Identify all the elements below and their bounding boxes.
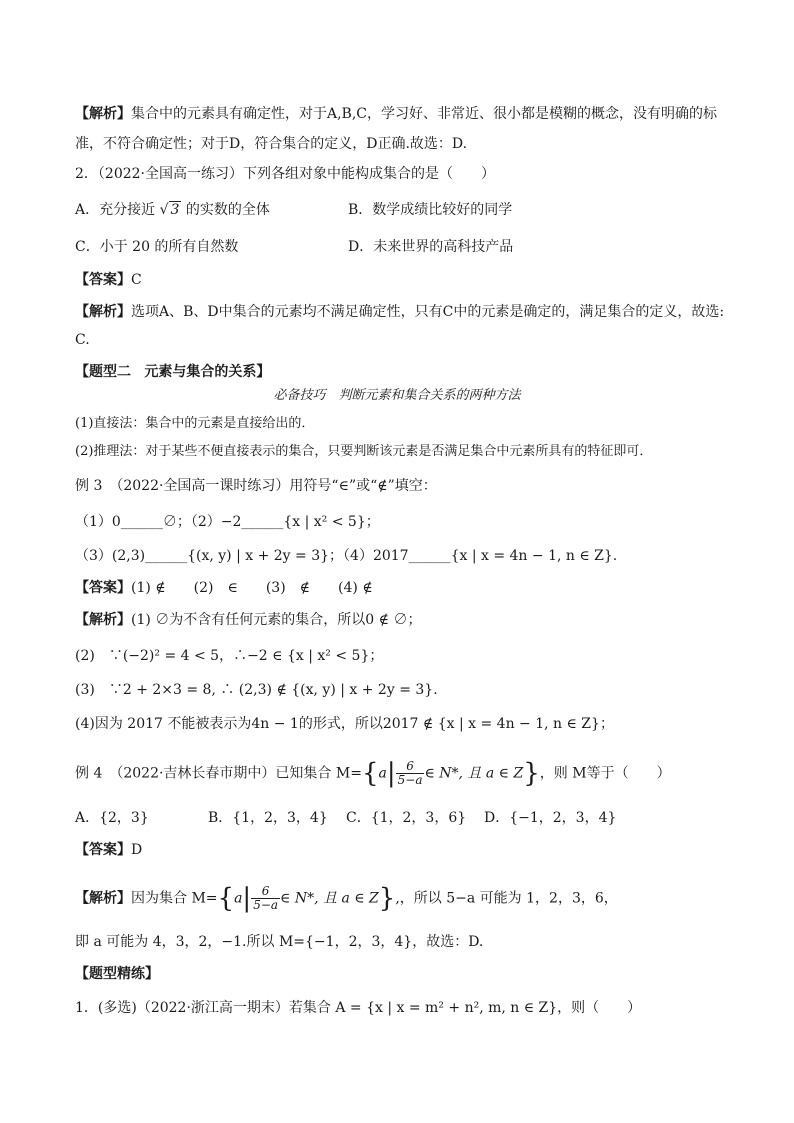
analysis-step-2: (2) ∵(−2)² = 4 < 5，∴−2 ∈ {x | x² < 5}； <box>75 648 384 664</box>
analysis-suffix: ,，所以 5−a 可能为 1，2，3，6， <box>395 890 618 907</box>
section-title-text: 元素与集合的关系】 <box>144 364 271 380</box>
analysis-line: C. <box>75 332 90 348</box>
option-a: A．{2，3} <box>75 810 149 826</box>
analysis-text: 选项A、B、D中集合的元素均不满足确定性，只有C中的元素是确定的，满足集合的定义，故选: <box>131 304 725 320</box>
analysis-tag: 【解析】 <box>75 106 131 122</box>
question-stem: 2．（2022·全国高一练习）下列各组对象中能构成集合的是（ ） <box>75 166 495 182</box>
analysis-tag: 【解析】 <box>75 612 131 628</box>
analysis-line <box>75 610 724 630</box>
set-condition: ∈ N*, 且 a ∈ Z <box>280 890 379 907</box>
skill-title: 必备技巧 判断元素和集合关系的两种方法 <box>273 388 521 403</box>
analysis-line: 即 a 可能为 4，3，2，−1.所以 M={−1，2，3，4}，故选：D. <box>75 934 484 950</box>
answer-tag: 【答案】 <box>75 272 131 288</box>
answer-value: C <box>131 272 142 288</box>
left-brace-symbol: { <box>217 883 235 914</box>
option-a-suffix: 的实数的全体 <box>185 202 270 218</box>
left-brace-symbol: { <box>361 758 379 789</box>
answer-line <box>75 840 724 860</box>
analysis-line <box>75 302 724 322</box>
option-c: C．{1，2，3，6} <box>346 810 467 826</box>
method-2: (2)推理法：对于某些不便直接表示的集合，只要判断该元素是否满足集合中元素所具有的特征即可． <box>75 444 653 459</box>
example-4-stem <box>75 760 724 787</box>
answer-line <box>75 578 724 598</box>
option-a <box>75 200 270 220</box>
answer-line <box>75 270 724 290</box>
section-title <box>75 362 724 382</box>
analysis-line <box>75 885 724 912</box>
option-c: C．小于 20 的所有自然数 <box>75 239 239 255</box>
option-d: D．未来世界的高科技产品 <box>348 239 514 255</box>
sqrt-expression: √ 3 <box>159 202 180 218</box>
answer-tag: 【答案】 <box>75 580 131 596</box>
set-condition: ∈ N*, 且 a ∈ Z <box>424 765 524 782</box>
fraction-denominator: 5−a <box>253 898 279 912</box>
set-variable: a <box>234 890 243 907</box>
fraction-numerator: 6 <box>396 760 425 774</box>
example-3-stem: 例 3 （2022·全国高一课时练习）用符号“∈”或“∉”填空： <box>75 478 437 494</box>
analysis-text: (1) ∅为不含有任何元素的集合，所以0 ∉ ∅； <box>131 612 422 628</box>
sqrt-radicand: 3 <box>170 202 180 218</box>
option-b: B．数学成绩比较好的同学 <box>348 202 513 218</box>
fraction <box>396 760 425 787</box>
option-d: D．{−1，2，3，4} <box>484 810 617 826</box>
analysis-line <box>75 134 724 154</box>
answer-tag: 【答案】 <box>75 842 131 858</box>
analysis-prefix: 因为集合 M= <box>131 890 218 907</box>
fraction-denominator: 5−a <box>397 773 423 787</box>
analysis-text: 集合中的元素具有确定性，对于A,B,C，学习好、非常近、很小都是模糊的概念，没有明确的标 <box>131 106 718 122</box>
example-3-row-2: （3）(2,3)______{(x, y) | x + 2y = 3}；（4）2017______{x | x = 4n − 1, n ∈ Z}. <box>75 548 618 564</box>
example-3-row-1: （1）0______∅；（2）−2______{x | x² < 5}； <box>75 514 380 530</box>
answer-value: (1) ∉ (2) ∈ (3) ∉ (4) ∉ <box>131 580 373 596</box>
option-a-text: A．充分接近 <box>75 202 156 218</box>
set-variable: a <box>378 765 387 782</box>
divider-bar-symbol: | <box>386 758 396 789</box>
fraction <box>251 885 280 912</box>
right-brace-symbol: } <box>378 883 396 914</box>
practice-title: 【题型精练】 <box>75 966 159 982</box>
analysis-tag: 【解析】 <box>75 304 131 320</box>
analysis-line <box>75 104 724 124</box>
section-title-tag: 【题型二 <box>75 364 131 380</box>
example-4-suffix: ，则 M等于（ ） <box>539 765 671 782</box>
answer-value: D <box>131 842 143 858</box>
method-1: (1)直接法：集合中的元素是直接给出的． <box>75 416 315 431</box>
divider-bar-symbol: | <box>242 883 252 914</box>
analysis-step-3: (3) ∵2 + 2×3 = 8, ∴ (2,3) ∉ {(x, y) | x + 2y = 3}. <box>75 682 438 698</box>
analysis-tag: 【解析】 <box>75 890 131 907</box>
example-4-prefix: 例 4 （2022·吉林长春市期中）已知集合 M= <box>75 765 362 782</box>
option-b: B．{1，2，3，4} <box>208 810 328 826</box>
analysis-step-4: (4)因为 2017 不能被表示为4n − 1的形式，所以2017 ∉ {x | x = 4n − 1, n ∈ Z}； <box>75 716 614 732</box>
practice-question-1: 1．(多选)（2022·浙江高一期末）若集合 A = {x | x = m² + n², m, n ∈ Z}，则（ ） <box>75 1000 642 1016</box>
right-brace-symbol: } <box>523 758 540 789</box>
fraction-numerator: 6 <box>251 885 280 899</box>
analysis-text: 准，不符合确定性；对于D，符合集合的定义，D正确.故选：D. <box>75 136 468 152</box>
